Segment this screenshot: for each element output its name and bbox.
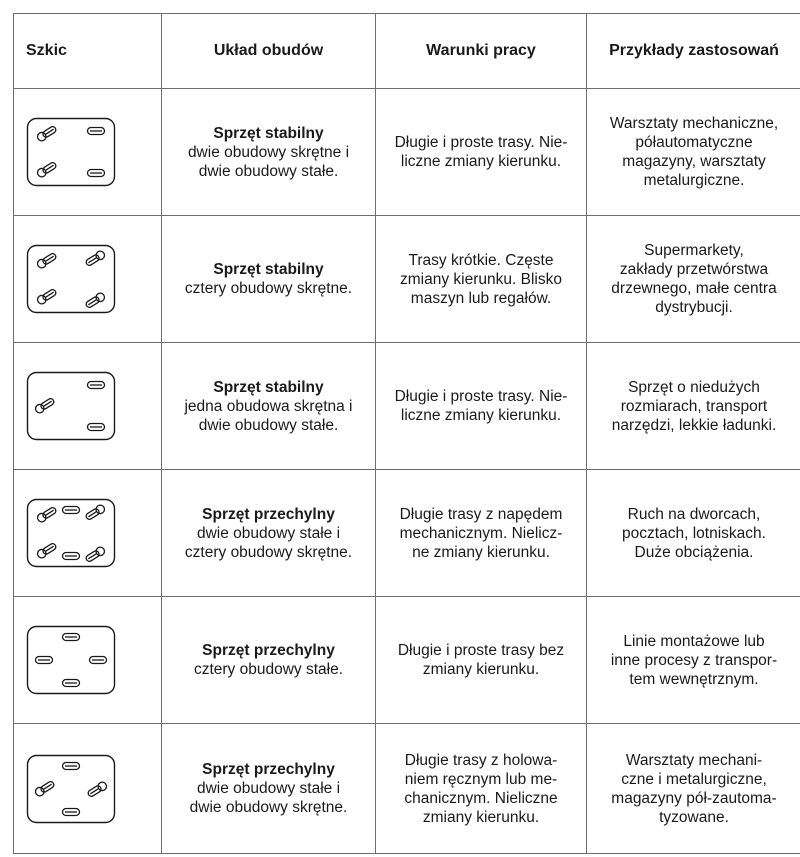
fixed-caster-icon <box>63 680 80 687</box>
caster-layout-description: dwie obudowy stałe i dwie obudowy skrętne. <box>189 780 348 816</box>
table-row <box>14 724 800 854</box>
four-swivel-icon <box>26 244 116 314</box>
swivel-caster-icon <box>84 292 106 310</box>
fixed-caster-icon <box>63 634 80 641</box>
four-swivel-two-fixed-center-icon <box>26 498 116 568</box>
working-conditions-cell: Trasy krótkie. Częste zmiany kierunku. Blisko maszyn lub regałów. <box>376 216 587 343</box>
swivel-caster-icon <box>84 250 106 268</box>
equipment-type: Sprzęt stabilny <box>213 261 324 278</box>
table-row <box>14 470 800 597</box>
table-row <box>14 343 800 470</box>
caster-layout-description: cztery obudowy stałe. <box>193 661 344 678</box>
sketch-cell <box>14 89 162 216</box>
caster-configuration-table <box>13 13 800 854</box>
fixed-caster-icon <box>36 657 53 664</box>
caster-layout-description: jedna obudowa skrętna i dwie obudowy stałe. <box>184 397 353 434</box>
fixed-caster-icon <box>63 507 80 514</box>
sketch-cell <box>14 343 162 470</box>
fixed-caster-icon <box>88 382 105 389</box>
sketch-cell <box>14 470 162 597</box>
one-swivel-two-fixed-icon <box>26 371 116 441</box>
header-row <box>14 14 800 89</box>
application-examples-cell: Linie montażowe lub inne procesy z transpor- tem wewnętrznym. <box>587 597 800 724</box>
four-fixed-diamond-icon <box>26 625 116 695</box>
application-examples-cell: Warsztaty mechaniczne, półautomatyczne magazyny, warsztaty metalurgiczne. <box>587 89 800 216</box>
layout-cell <box>162 89 376 216</box>
swivel-caster-icon <box>36 506 58 524</box>
fixed-caster-icon <box>88 170 105 177</box>
swivel-caster-icon <box>36 542 58 560</box>
swivel-caster-icon <box>36 288 58 306</box>
fixed-caster-icon <box>88 128 105 135</box>
fixed-caster-icon <box>63 808 80 815</box>
working-conditions-cell: Długie i proste trasy. Nie- liczne zmiany kierunku. <box>376 343 587 470</box>
sketch-cell <box>14 216 162 343</box>
equipment-type: Sprzęt stabilny <box>213 378 324 396</box>
working-conditions-cell: Długie trasy z holowa- niem ręcznym lub me- chanicznym. Nieliczne zmiany kierunku. <box>376 724 587 854</box>
working-conditions-cell: Długie i proste trasy. Nie- liczne zmiany kierunku. <box>376 89 587 216</box>
header-examples: Przykłady zastosowań <box>587 14 800 89</box>
layout-cell <box>162 470 376 597</box>
equipment-type: Sprzęt stabilny <box>213 124 324 142</box>
working-conditions-cell: Długie i proste trasy bez zmiany kierunku. <box>376 597 587 724</box>
swivel-caster-icon <box>86 780 108 798</box>
fixed-caster-icon <box>90 657 107 664</box>
caster-layout-description: dwie obudowy skrętne i dwie obudowy stałe. <box>187 143 350 180</box>
layout-cell <box>162 724 376 854</box>
fixed-caster-icon <box>63 762 80 769</box>
sketch-cell <box>14 724 162 854</box>
application-examples-cell: Supermarkety, zakłady przetwórstwa drzewnego, małe centra dystrybucji. <box>587 216 800 343</box>
swivel-caster-icon <box>84 504 106 522</box>
swivel-caster-icon <box>34 397 56 415</box>
caster-layout-description: dwie obudowy stałe i cztery obudowy skrętne. <box>184 524 353 561</box>
equipment-type: Sprzęt przechylny <box>202 761 335 778</box>
header-conditions: Warunki pracy <box>376 14 587 89</box>
swivel-caster-icon <box>84 546 106 564</box>
swivel-caster-icon <box>36 125 58 143</box>
header-layout: Układ obudów <box>162 14 376 89</box>
application-examples-cell: Ruch na dworcach, pocztach, lotniskach. Duże obciążenia. <box>587 470 800 597</box>
table-row <box>14 597 800 724</box>
header-sketch: Szkic <box>14 14 162 89</box>
two-swivel-left-two-fixed-right-icon <box>26 117 116 187</box>
swivel-caster-icon <box>36 161 58 179</box>
fixed-caster-icon <box>88 424 105 431</box>
layout-cell <box>162 343 376 470</box>
application-examples-cell: Sprzęt o niedużych rozmiarach, transport narzędzi, lekkie ładunki. <box>587 343 800 470</box>
fixed-caster-icon <box>63 553 80 560</box>
table-row <box>14 89 800 216</box>
sketch-cell <box>14 597 162 724</box>
table-row <box>14 216 800 343</box>
application-examples-cell: Warsztaty mechani- czne i metalurgiczne, magazyny pół-zautoma- tyzowane. <box>587 724 800 854</box>
swivel-caster-icon <box>36 252 58 270</box>
swivel-caster-icon <box>34 779 56 797</box>
equipment-type: Sprzęt przechylny <box>202 642 335 659</box>
caster-layout-description: cztery obudowy skrętne. <box>184 280 353 297</box>
working-conditions-cell: Długie trasy z napędem mechanicznym. Nielicz- ne zmiany kierunku. <box>376 470 587 597</box>
layout-cell <box>162 597 376 724</box>
layout-cell <box>162 216 376 343</box>
equipment-type: Sprzęt przechylny <box>202 505 335 523</box>
two-fixed-two-swivel-diamond-icon <box>26 754 116 824</box>
